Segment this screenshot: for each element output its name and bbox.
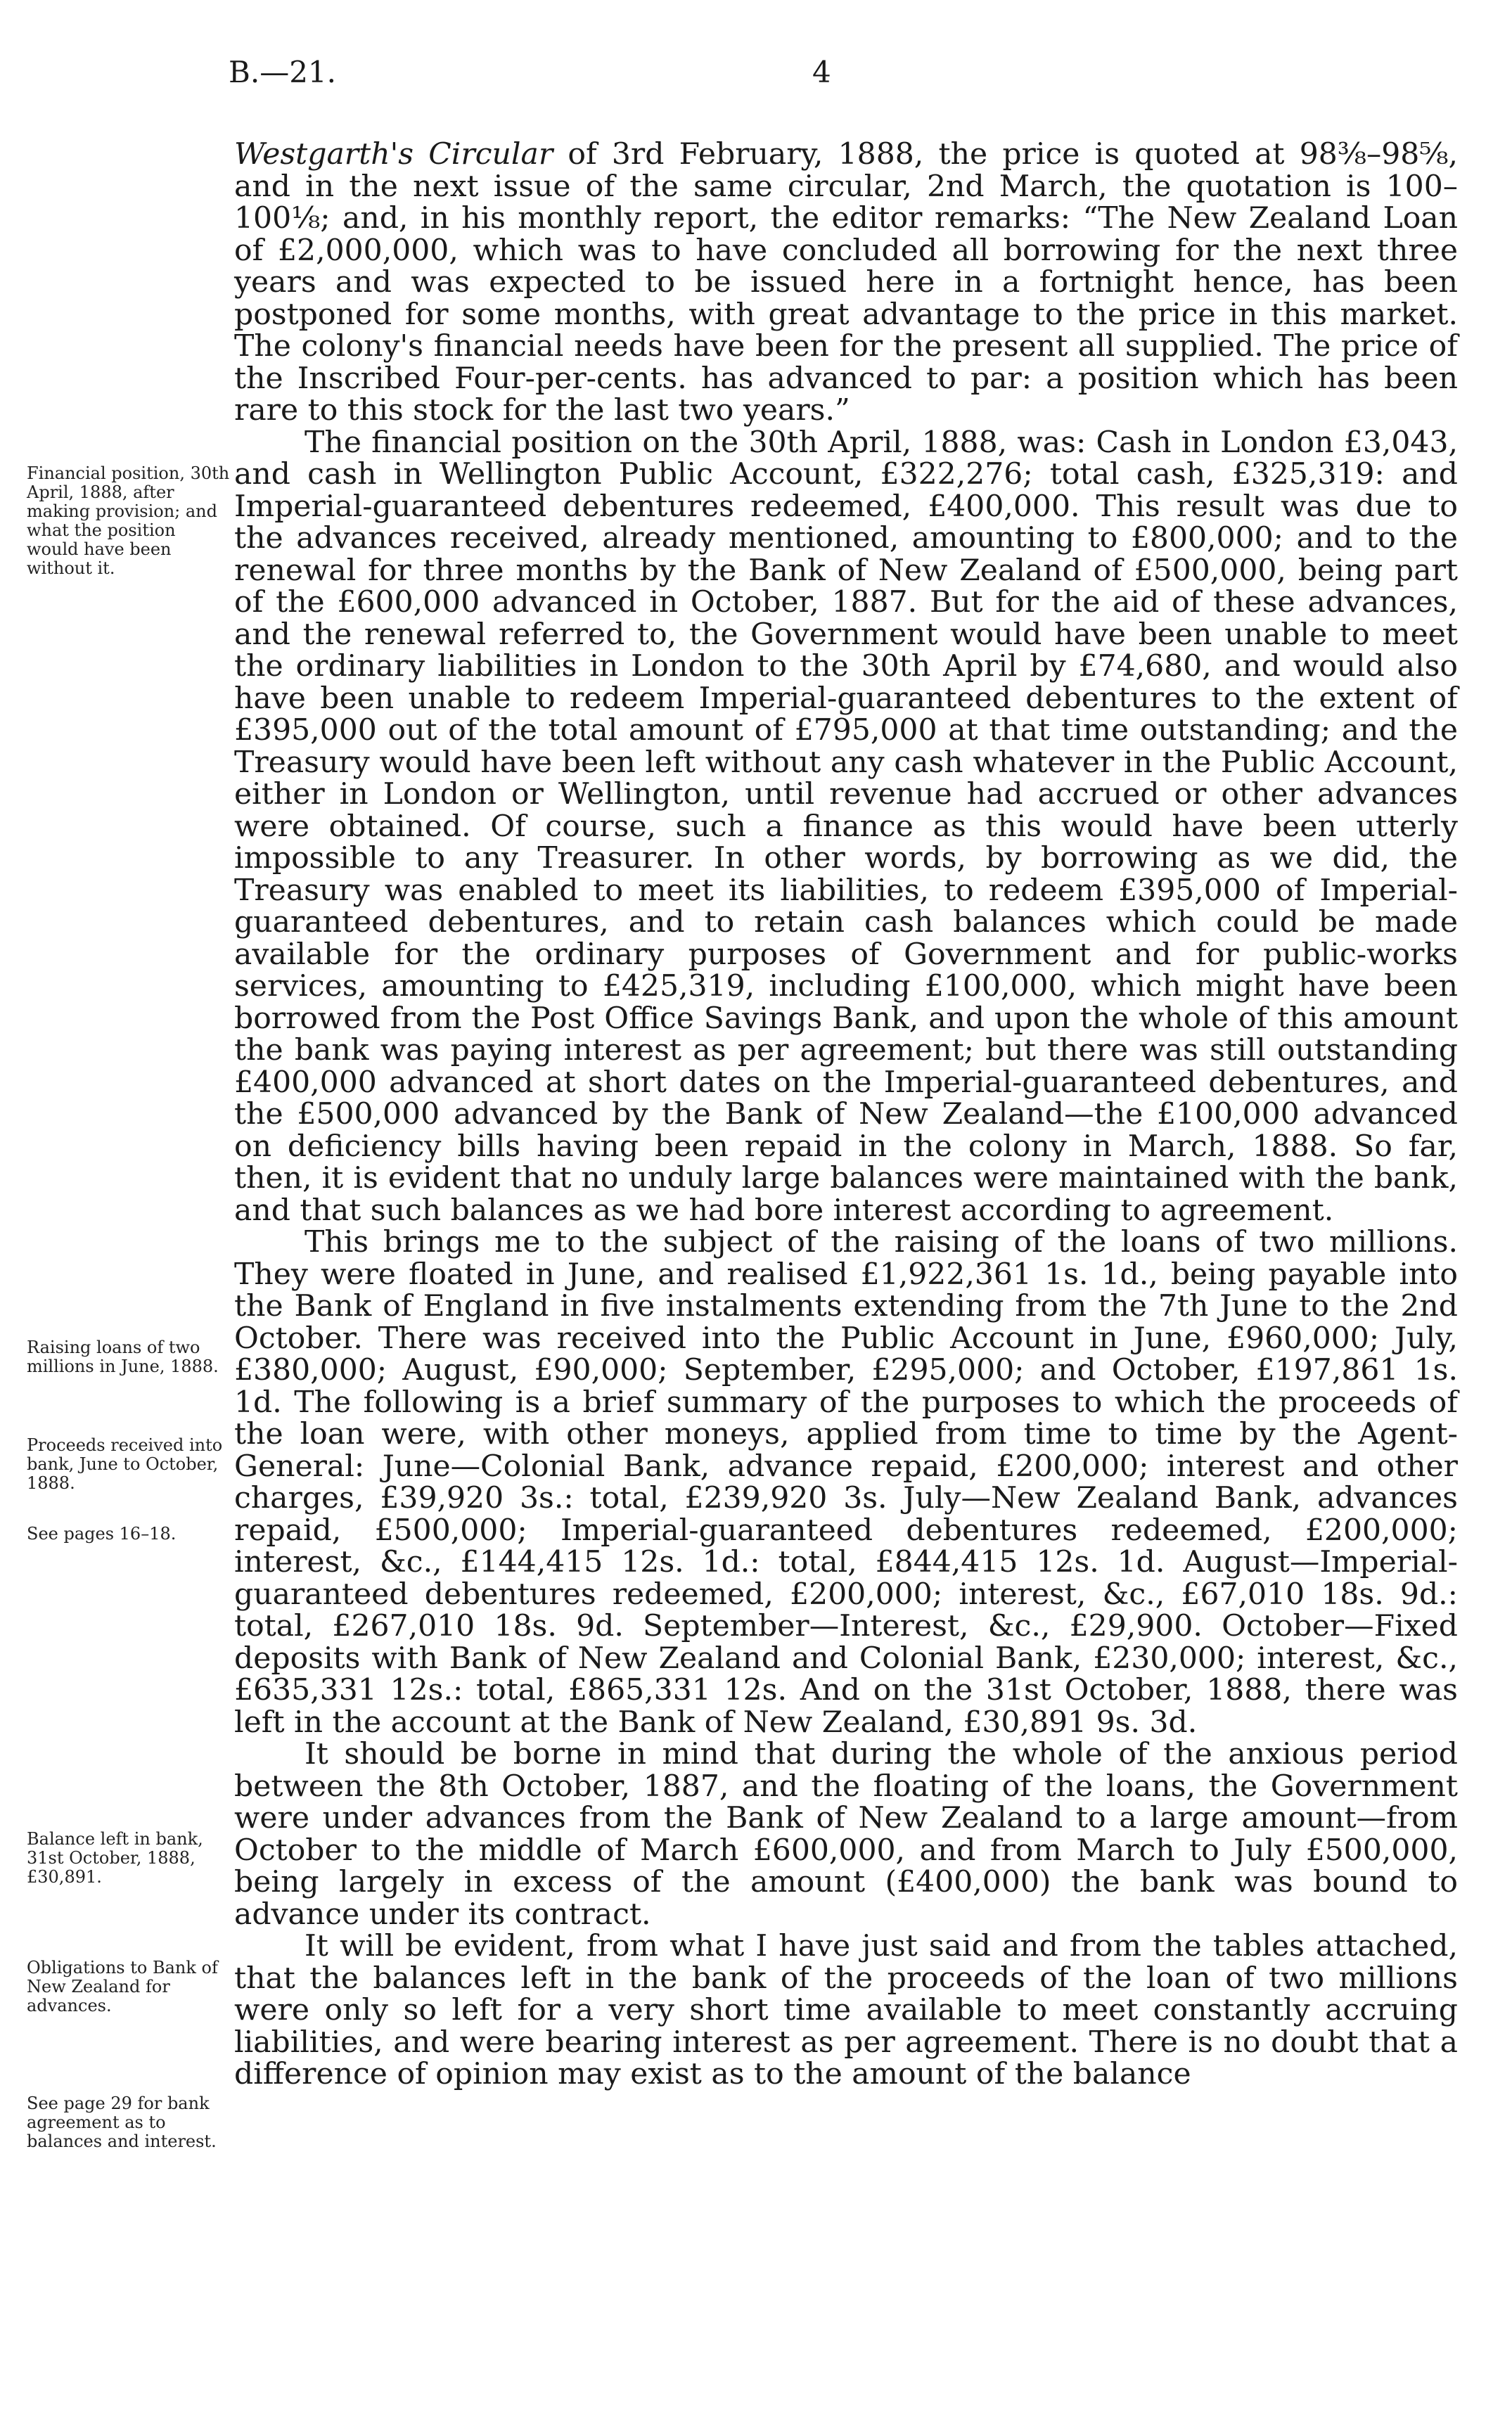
paragraph-raising-loans: This brings me to the subject of the raising of the loans of two millions. They were floated in June, and realised £1,922,361 1s. 1d., being payable into the Bank of England in five instalments extending from the 7th June to the 2nd October. There was received into the Public Account in June, £960,000; July, £380,000; August, £90,000; September, £295,000; and October, £197,861 1s. 1d. The following is a brief summary of the purposes to which the proceeds of the loan were, with other moneys, applied from time to time by the Agent-General: June—Colonial Bank, advance repaid, £200,000; interest and other charges, £39,920 3s.: total, £239,920 3s. July—New Zealand Bank, advances repaid, £500,000; Imperial-guaranteed debentures redeemed, £200,000; interest, &c., £144,415 12s. 1d.: total, £844,415 12s. 1d. August—Imperial-guaranteed debentures redeemed, £200,000; interest, &c., £67,010 18s. 9d.: total, £267,010 18s. 9d. September—Interest, &c., £29,900. October—Fixed deposits with Bank of New Zealand and Colonial Bank, £230,000; interest, &c., £635,331 12s.: total, £865,331 12s. And on the 31st October, 1888, there was left in the account at the Bank of New Zealand, £30,891 9s. 3d. bbox=[234, 1225, 1458, 1740]
margin-note-bank-agreement: See page 29 for bank agreement as to balances and interest. bbox=[27, 2094, 217, 2151]
body-text bbox=[234, 139, 1458, 2091]
document-code: B.—21. bbox=[229, 55, 337, 89]
margin-note-financial-position: Financial position, 30th April, 1888, after making provision; and what the position would have been without it. bbox=[27, 463, 230, 578]
paragraph-financial-position: The financial position on the 30th April, 1888, was: Cash in London £3,043, and cash in Wellington Public Account, £322,276; total cash, £325,319: and Imperial-guaranteed debentures redeemed, £400,000. This result was due to the advances received, already mentioned, amounting to £800,000; and to the renewal for three months by the Bank of New Zealand of £500,000, being part of the £600,000 advanced in October, 1887. But for the aid of these advances, and the renewal referred to, the Government would have been unable to meet the ordinary liabilities in London to the 30th April by £74,680, and would also have been unable to redeem Imperial-guaranteed debentures to the extent of £395,000 out of the total amount of £795,000 at that time outstanding; and the Treasury would have been left without any cash whatever in the Public Account, either in London or Wellington, until revenue had accrued or other advances were obtained. Of course, such a finance as this would have been utterly impossible to any Treasurer. In other words, by borrowing as we did, the Treasury was enabled to meet its liabilities, to redeem £395,000 of Imperial-guaranteed debentures, and to retain cash balances which could be made available for the ordinary purposes of Government and for public-works services, amounting to £425,319, including £100,000, which might have been borrowed from the Post Office Savings Bank, and upon the whole of this amount the bank was paying interest as per agreement; but there was still outstanding £400,000 advanced at short dates on the Imperial-guaranteed debentures, and the £500,000 advanced by the Bank of New Zealand—the £100,000 advanced on deficiency bills having been repaid in the colony in March, 1888. So far, then, it is evident that no unduly large balances were maintained with the bank, and that such balances as we had bore interest according to agreement. bbox=[234, 425, 1458, 1228]
margin-note-proceeds: Proceeds received into bank, June to October, 1888. bbox=[27, 1435, 223, 1493]
circular-title: Westgarth's Circular bbox=[234, 137, 553, 172]
paragraph-westgarth bbox=[234, 139, 1458, 427]
margin-note-balance-left: Balance left in bank, 31st October, 1888, £30,891. bbox=[27, 1829, 203, 1887]
margin-note-raising-loans: Raising loans of two millions in June, 1888. bbox=[27, 1338, 219, 1376]
paragraph-westgarth-text: of 3rd February, 1888, the price is quoted at 98⅜–98⅝, and in the next issue of the same circular, 2nd March, the quotation is 100–100⅛; and, in his monthly report, the editor remarks: “The New Zealand Loan of £2,000,000, which was to have concluded all borrowing for the next three years and was expected to be issued here in a fortnight hence, has been postponed for some months, with great advantage to the price in this market. The colony's financial needs have been for the present all supplied. The price of the Inscribed Four-per-cents. has advanced to par: a position which has been rare to this stock for the last two years.” bbox=[234, 137, 1459, 428]
margin-notes bbox=[0, 0, 232, 2417]
paragraph-anxious-period: It should be borne in mind that during the whole of the anxious period between the 8th October, 1887, and the floating of the loans, the Government were under advances from the Bank of New Zealand to a large amount—from October to the middle of March £600,000, and from March to July £500,000, being largely in excess of the amount (£400,000) the bank was bound to advance under its contract. bbox=[234, 1737, 1458, 1932]
margin-note-see-pages: See pages 16–18. bbox=[27, 1524, 177, 1544]
margin-note-obligations: Obligations to Bank of New Zealand for advances. bbox=[27, 1958, 218, 2015]
page-number: 4 bbox=[812, 55, 831, 89]
paragraph-balances: It will be evident, from what I have just said and from the tables attached, that the balances left in the bank of the proceeds of the loan of two millions were only so left for a very short time available to meet constantly accruing liabilities, and were bearing interest as per agreement. There is no doubt that a difference of opinion may exist as to the amount of the balance bbox=[234, 1929, 1458, 2091]
